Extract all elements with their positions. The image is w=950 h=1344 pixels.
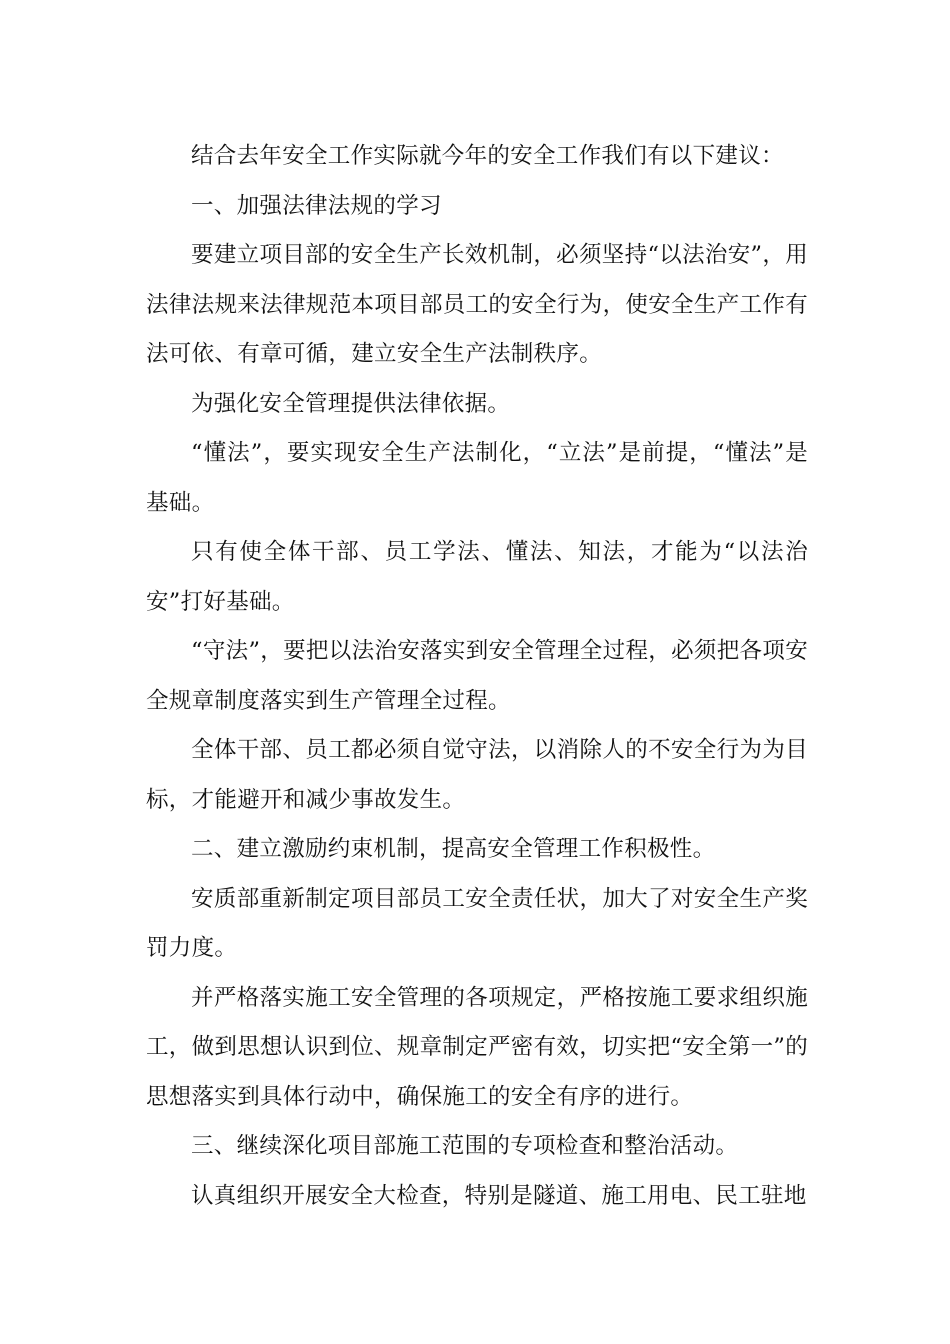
paragraph: 全体干部、员工都必须自觉守法，以消除人的不安全行为为目标，才能避开和减少事故发生。 bbox=[146, 737, 808, 813]
paragraph: 只有使全体干部、员工学法、懂法、知法，才能为“以法治安”打好基础。 bbox=[146, 539, 808, 615]
paragraph-intro: 结合去年安全工作实际就今年的安全工作我们有以下建议： bbox=[191, 143, 784, 169]
paragraph: 并严格落实施工安全管理的各项规定，严格按施工要求组织施工，做到思想认识到位、规章制定严密有效，切实把“安全第一”的思想落实到具体行动中，确保施工的安全有序的进行。 bbox=[146, 984, 809, 1110]
document-body bbox=[146, 132, 808, 1221]
section-heading-3: 三、继续深化项目部施工范围的专项检查和整治活动。 bbox=[191, 1133, 739, 1159]
paragraph: 认真组织开展安全大检查，特别是隧道、施工用电、民工驻地 bbox=[191, 1182, 807, 1209]
paragraph: “懂法”，要实现安全生产法制化，“立法”是前提，“懂法”是基础。 bbox=[146, 440, 808, 516]
paragraph: 为强化安全管理提供法律依据。 bbox=[191, 390, 511, 417]
paragraph: 安质部重新制定项目部员工安全责任状，加大了对安全生产奖罚力度。 bbox=[146, 885, 808, 961]
paragraph: “守法”，要把以法治安落实到安全管理全过程，必须把各项安全规章制度落实到生产管理全过程。 bbox=[146, 638, 808, 714]
section-heading-2: 二、建立激励约束机制，提高安全管理工作积极性。 bbox=[191, 836, 716, 862]
paragraph: 要建立项目部的安全生产长效机制，必须坚持“以法治安”，用法律法规来法律规范本项目部员工的安全行为，使安全生产工作有法可依、有章可循，建立安全生产法制秩序。 bbox=[146, 242, 808, 367]
section-heading-1: 一、加强法律法规的学习 bbox=[191, 192, 442, 219]
